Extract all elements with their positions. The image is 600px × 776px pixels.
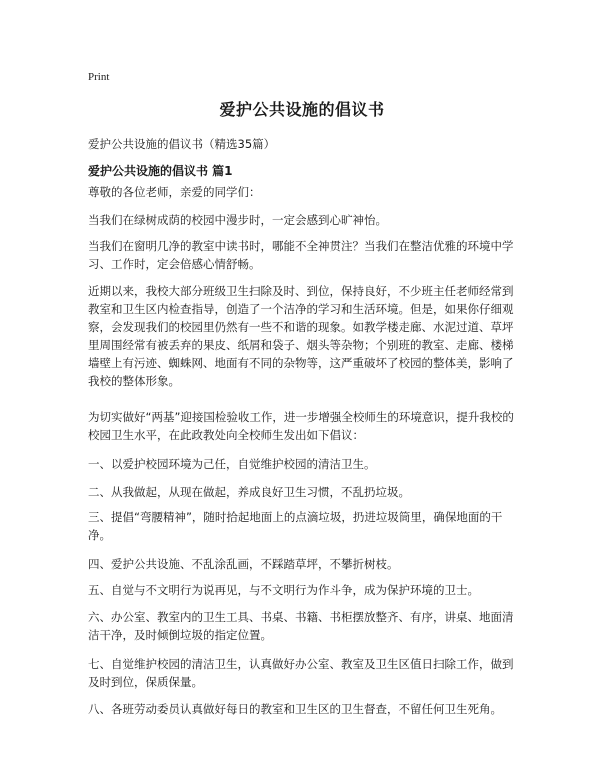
proposal-item: 五、自觉与不文明行为说再见，与不文明行为作斗争，成为保护环境的卫士。 bbox=[88, 583, 479, 597]
proposal-item: 二、从我做起，从现在做起，养成良好卫生习惯，不乱扔垃圾。 bbox=[88, 485, 410, 499]
paragraph: 近期以来，我校大部分班级卫生扫除及时、到位，保持良好，不少班主任老师经常到教室和卫生区内检查指导，创造了一个洁净的学习和生活环境。但是，如果你仔细观察，会发现我们的校园里仍然有一些不和谐的现象。如教学楼走廊、水泥过道、草坪里周围经常有被丢弃的果皮、纸屑和袋子、烟头等杂物；个别班的教室、走廊、楼梯墙壁上有污迹、蜘蛛网、地面有不同的杂物等，这严重破坏了校园的整体美，影响了我校的整体形象。 bbox=[88, 284, 514, 388]
print-link[interactable]: Print bbox=[88, 71, 110, 83]
proposal-item: 六、办公室、教室内的卫生工具、书桌、书籍、书柜摆放整齐、有序，讲桌、地面清洁干净，及时倾倒垃圾的指定位置。 bbox=[88, 610, 514, 642]
paragraph: 当我们在窗明几净的教室中读书时，哪能不全神贯注？当我们在整洁优雅的环境中学习、工作时，定会倍感心情舒畅。 bbox=[88, 239, 514, 271]
proposal-item: 一、以爱护校园环境为己任，自觉维护校园的清洁卫生。 bbox=[88, 457, 376, 471]
paragraph: 为切实做好“两基”迎接国检验收工作，进一步增强全校师生的环境意识，提升我校的校园卫生水平，在此政教处向全校师生发出如下倡议： bbox=[88, 410, 514, 442]
proposal-item: 三、提倡“弯腰精神”，随时拾起地面上的点滴垃圾，扔进垃圾筒里，确保地面的干净。 bbox=[88, 510, 503, 542]
document-subtitle: 爱护公共设施的倡议书（精选35篇） bbox=[88, 137, 276, 151]
paragraph-greeting: 尊敬的各位老师，亲爱的同学们： bbox=[88, 185, 261, 199]
proposal-item: 四、爱护公共设施、不乱涂乱画，不踩踏草坪，不攀折树枝。 bbox=[88, 557, 399, 571]
paragraph: 当我们在绿树成荫的校园中漫步时，一定会感到心旷神怡。 bbox=[88, 213, 387, 227]
proposal-item: 八、各班劳动委员认真做好每日的教室和卫生区的卫生督查，不留任何卫生死角。 bbox=[88, 702, 502, 716]
section-heading: 爱护公共设施的倡议书 篇1 bbox=[88, 164, 233, 178]
proposal-item: 七、自觉维护校园的清洁卫生，认真做好办公室、教室及卫生区值日扫除工作，做到及时到位，保质保量。 bbox=[88, 657, 514, 689]
document-title: 爱护公共设施的倡议书 bbox=[219, 100, 385, 119]
